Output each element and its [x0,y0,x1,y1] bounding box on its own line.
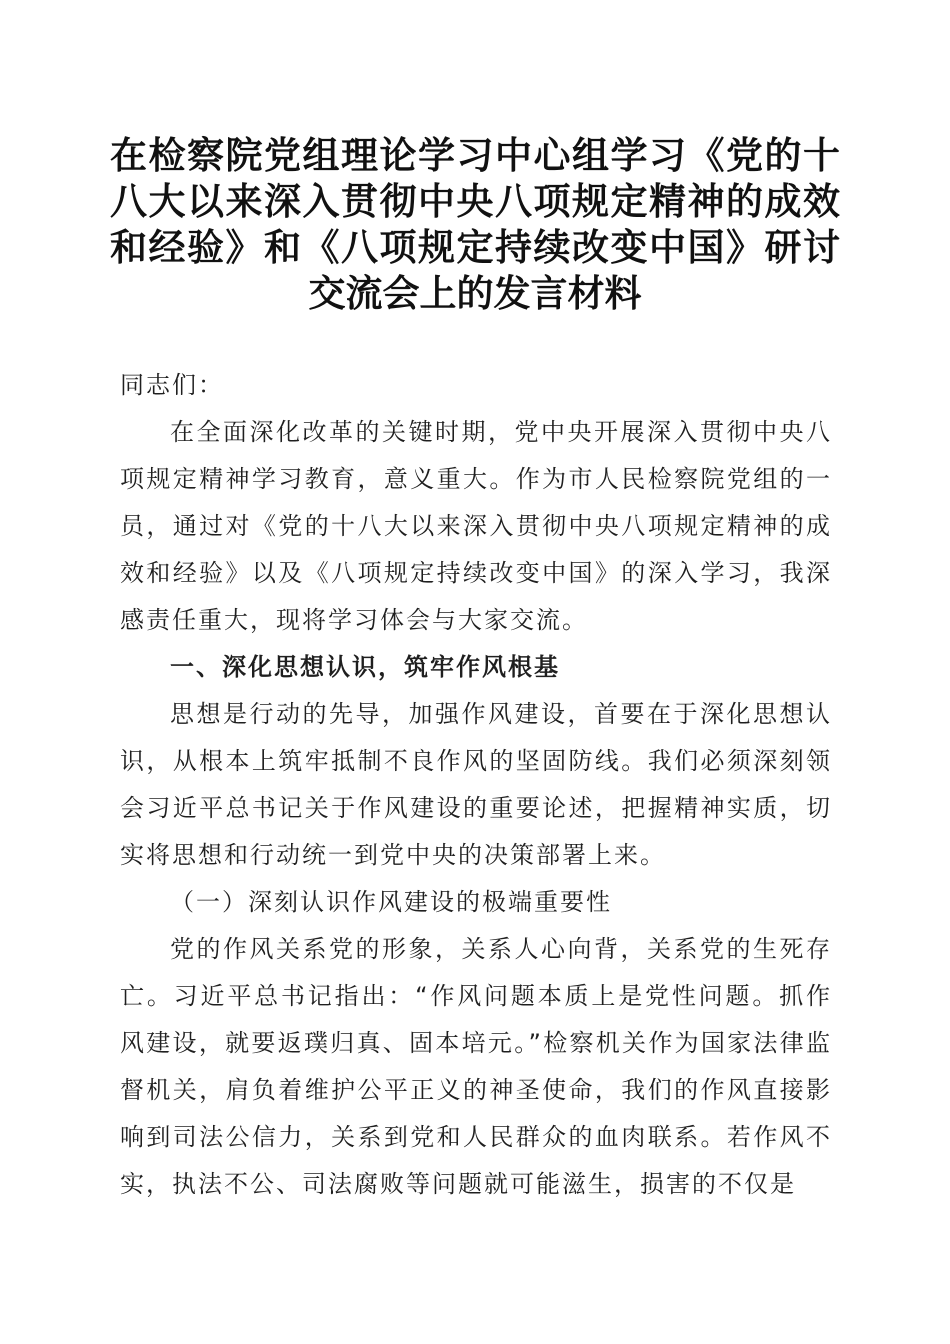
salutation: 同志们： [120,371,224,399]
document-body [120,362,832,1208]
body-paragraph: 在全面深化改革的关键时期，党中央开展深入贯彻中央八项规定精神学习教育，意义重大。作为市人民检察院党组的一员，通过对《党的十八大以来深入贯彻中央八项规定精神的成效和经验》以及《八项规定持续改变中国》的深入学习，我深感责任重大，现将学习体会与大家交流。 [120,418,832,634]
section-heading: 一、深化思想认识，筑牢作风根基 [170,653,560,681]
body-paragraph: 思想是行动的先导，加强作风建设，首要在于深化思想认识，从根本上筑牢抵制不良作风的坚固防线。我们必须深刻领会习近平总书记关于作风建设的重要论述，把握精神实质，切实将思想和行动统一到党中央的决策部署上来。 [120,700,832,869]
subsection-heading: （一）深刻认识作风建设的极端重要性 [170,888,612,916]
body-paragraph: 党的作风关系党的形象，关系人心向背，关系党的生死存亡。习近平总书记指出：“作风问题本质上是党性问题。抓作风建设，就要返璞归真、固本培元。”检察机关作为国家法律监督机关，肩负着维护公平正义的神圣使命，我们的作风直接影响到司法公信力，关系到党和人民群众的血肉联系。若作风不实，执法不公、司法腐败等问题就可能滋生，损害的不仅是 [120,935,832,1198]
document-title: 在检察院党组理论学习中心组学习《党的十八大以来深入贯彻中央八项规定精神的成效和经验》和《八项规定持续改变中国》研讨交流会上的发言材料 [110,133,840,315]
